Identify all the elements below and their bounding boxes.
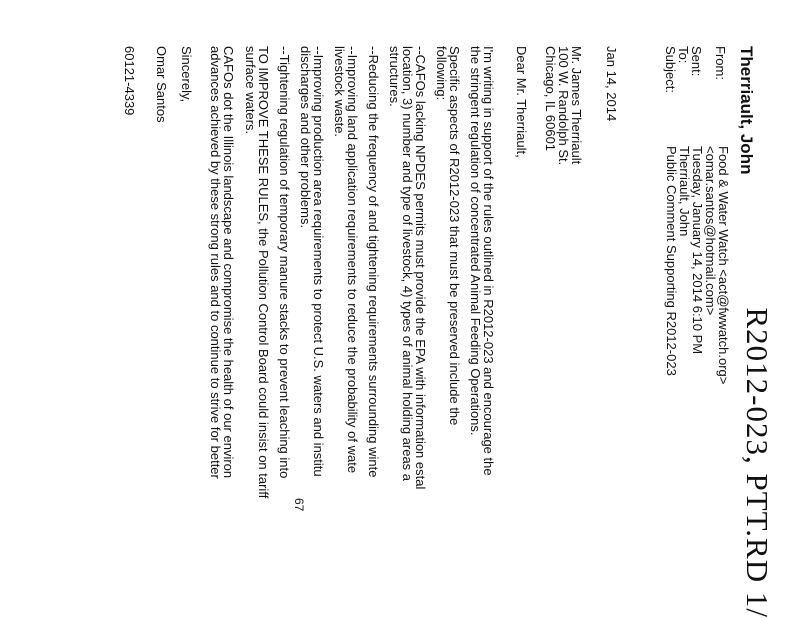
address-line-1: Mr. James Therriault bbox=[569, 46, 584, 165]
bullet-5-line-1: --Tightening regulation of temporary manure stacks to prevent leaching into bbox=[277, 46, 292, 479]
zip-code: 60121-4339 bbox=[122, 46, 137, 116]
from-label: From: bbox=[713, 46, 728, 80]
header-name: Therriault, John bbox=[737, 46, 756, 175]
paragraph-1-line-1: I'm writing in support of the rules outlined in R2012-023 and encourage the bbox=[481, 46, 496, 476]
bullet-3-line-1: --Improving land application requirements to reduce the probability of wate bbox=[345, 46, 360, 474]
bullet-3-line-2: livestock waste. bbox=[332, 46, 347, 138]
paragraph-3-line-2: advances achieved by these strong rules and to continue to strive for better bbox=[208, 46, 223, 479]
bullet-5-line-2: TO IMPROVE THESE RULES, the Pollution Control Board could insist on tariff bbox=[256, 46, 271, 499]
bullet-1-line-1: --CAFOs lacking NPDES permits must provide the EPA with information estal bbox=[413, 46, 428, 490]
bullet-5-line-3: surface waters. bbox=[243, 46, 258, 135]
bullet-1-line-3: structures. bbox=[387, 46, 402, 107]
to-value: Therriault, John bbox=[677, 146, 692, 237]
from-value-1: Food & Water Watch <act@fwwatch.org> bbox=[716, 146, 731, 385]
address-line-2: 100 W. Randolph St. bbox=[556, 46, 571, 166]
address-line-3: Chicago, IL 60601 bbox=[543, 46, 558, 152]
header-values bbox=[665, 146, 730, 384]
bullet-1-line-2: location, 3) number and type of livestock, 4) types of animal holding areas a bbox=[400, 46, 415, 482]
paragraph-1-line-2: the stringent regulation of concentrated Animal Feeding Operations. bbox=[468, 46, 483, 436]
from-value-2: <omar.santos@hotmail.com> bbox=[703, 146, 718, 316]
subject-value: Public Comment Supporting R2012-023 bbox=[664, 146, 679, 376]
sent-label: Sent: bbox=[689, 46, 704, 77]
sent-value: Tuesday, January 14, 2014 6:10 PM bbox=[690, 146, 705, 355]
paragraph-3-line-1: CAFOs dot the Illinois landscape and compromise the health of our environ bbox=[221, 46, 236, 479]
bullet-2: --Reducing the frequency of and tightening requirements surrounding winte bbox=[366, 46, 381, 478]
closing: Sincerely, bbox=[179, 46, 194, 103]
bullet-4-line-1: --Improving production area requirements to protect U.S. waters and institu bbox=[311, 46, 326, 477]
subject-label: Subject: bbox=[663, 46, 678, 93]
docket-stamp: R2012-023, PTT.RD 1/ bbox=[740, 307, 775, 618]
salutation: Dear Mr. Therriault, bbox=[514, 46, 529, 158]
to-label: To: bbox=[676, 46, 691, 64]
bullet-4-line-2: discharges and other problems. bbox=[298, 46, 313, 229]
paragraph-2-line-1: Specific aspects of R2012-023 that must be preserved include the bbox=[447, 46, 462, 426]
page-number: 67 bbox=[292, 498, 306, 512]
letter-date: Jan 14, 2014 bbox=[604, 46, 619, 122]
signer-name: Omar Santos bbox=[154, 46, 169, 123]
paragraph-2-line-2: following: bbox=[434, 46, 449, 101]
